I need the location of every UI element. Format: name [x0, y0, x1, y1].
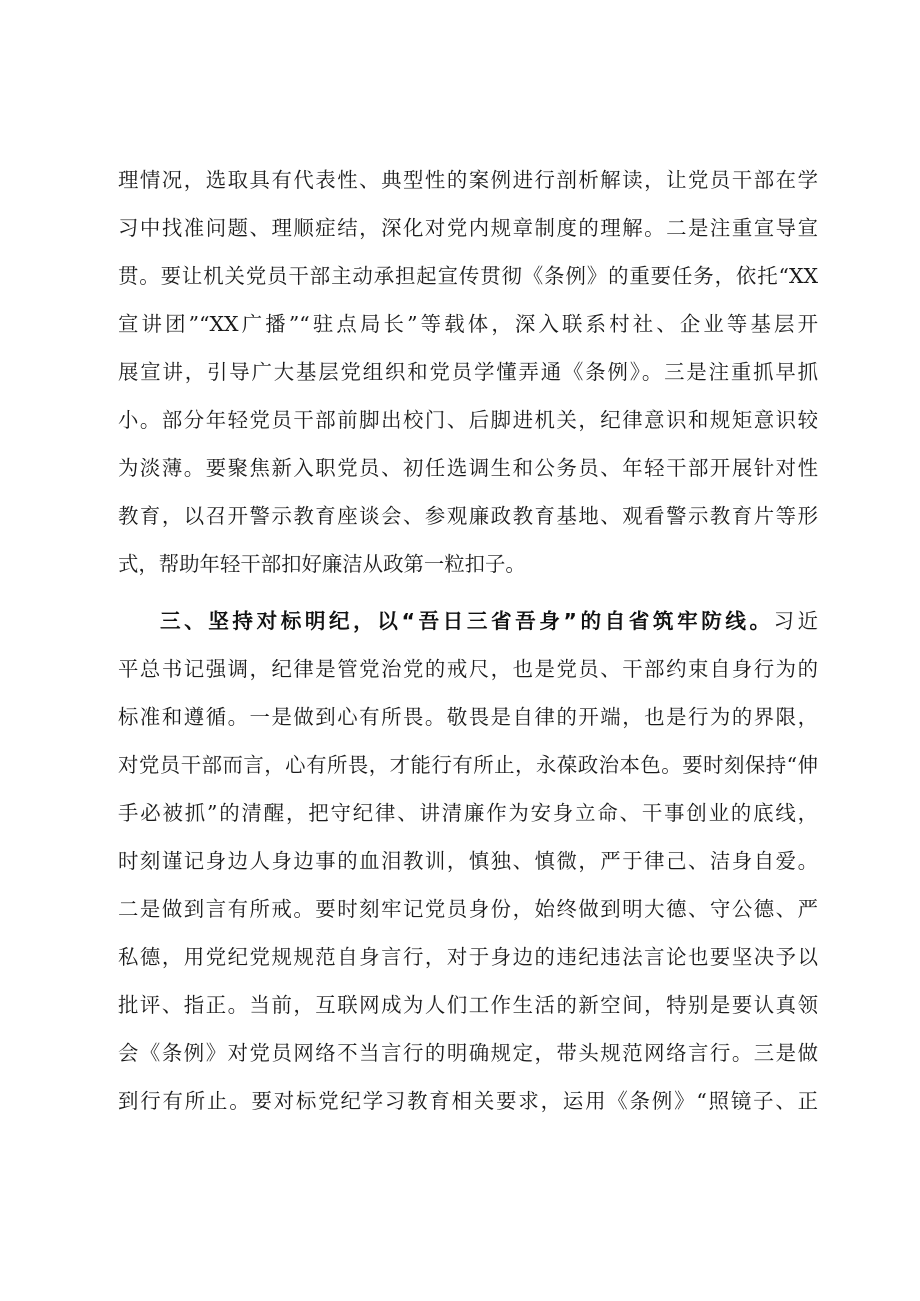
paragraph-two-line-6: 时刻谨记身边人身边事的血泪教训，慎独、慎微，严于律己、洁身自爱。	[118, 849, 818, 873]
paragraph-one-line-7: 为淡薄。要聚焦新入职党员、初任选调生和公务员、年轻干部开展针对性	[118, 456, 818, 480]
paragraph-two-line-8: 私德，用党纪党规规范自身言行，对于身边的违纪违法言论也要坚决予以	[118, 945, 818, 969]
paragraph-two-line-3: 标准和遵循。一是做到心有所畏。敬畏是自律的开端，也是行为的界限，	[118, 705, 818, 729]
paragraph-two-line-9: 批评、指正。当前，互联网成为人们工作生活的新空间，特别是要认真领	[118, 993, 818, 1017]
paragraph-one-line-1: 理情况，选取具有代表性、典型性的案例进行剖析解读，让党员干部在学	[118, 168, 818, 192]
paragraph-one-line-8: 教育，以召开警示教育座谈会、参观廉政教育基地、观看警示教育片等形	[118, 504, 818, 528]
paragraph-one-line-5: 展宣讲，引导广大基层党组织和党员学懂弄通《条例》。三是注重抓早抓	[118, 360, 818, 384]
paragraph-one-line-9: 式，帮助年轻干部扣好廉洁从政第一粒扣子。	[118, 552, 526, 576]
paragraph-two-line-2: 平总书记强调，纪律是管党治党的戒尺，也是党员、干部约束自身行为的	[118, 657, 818, 681]
paragraph-one-line-3: 贯。要让机关党员干部主动承担起宣传贯彻《条例》的重要任务，依托“XX	[118, 264, 818, 288]
paragraph-two-line-5: 手必被抓”的清醒，把守纪律、讲清廉作为安身立命、干事创业的底线，	[118, 801, 818, 825]
paragraph-two-line-11: 到行有所止。要对标党纪学习教育相关要求，运用《条例》“照镜子、正	[118, 1089, 818, 1113]
paragraph-two-line-10: 会《条例》对党员网络不当言行的明确规定，带头规范网络言行。三是做	[118, 1041, 818, 1065]
paragraph-one-line-2: 习中找准问题、理顺症结，深化对党内规章制度的理解。二是注重宣导宣	[118, 216, 818, 240]
paragraph-two-line-7: 二是做到言有所戒。要时刻牢记党员身份，始终做到明大德、守公德、严	[118, 897, 818, 921]
section-heading: 三、坚持对标明纪，以“吾日三省吾身”的自省筑牢防线。	[160, 609, 774, 633]
section-heading-continuation: 习近	[773, 609, 818, 633]
paragraph-one-line-6: 小。部分年轻党员干部前脚出校门、后脚进机关，纪律意识和规矩意识较	[118, 408, 818, 432]
paragraph-two-line-4: 对党员干部而言，心有所畏，才能行有所止，永葆政治本色。要时刻保持“伸	[118, 753, 818, 777]
paragraph-two-first-line	[160, 598, 818, 644]
paragraph-one-line-4: 宣讲团”“XX广播”“驻点局长”等载体，深入联系村社、企业等基层开	[118, 312, 818, 336]
